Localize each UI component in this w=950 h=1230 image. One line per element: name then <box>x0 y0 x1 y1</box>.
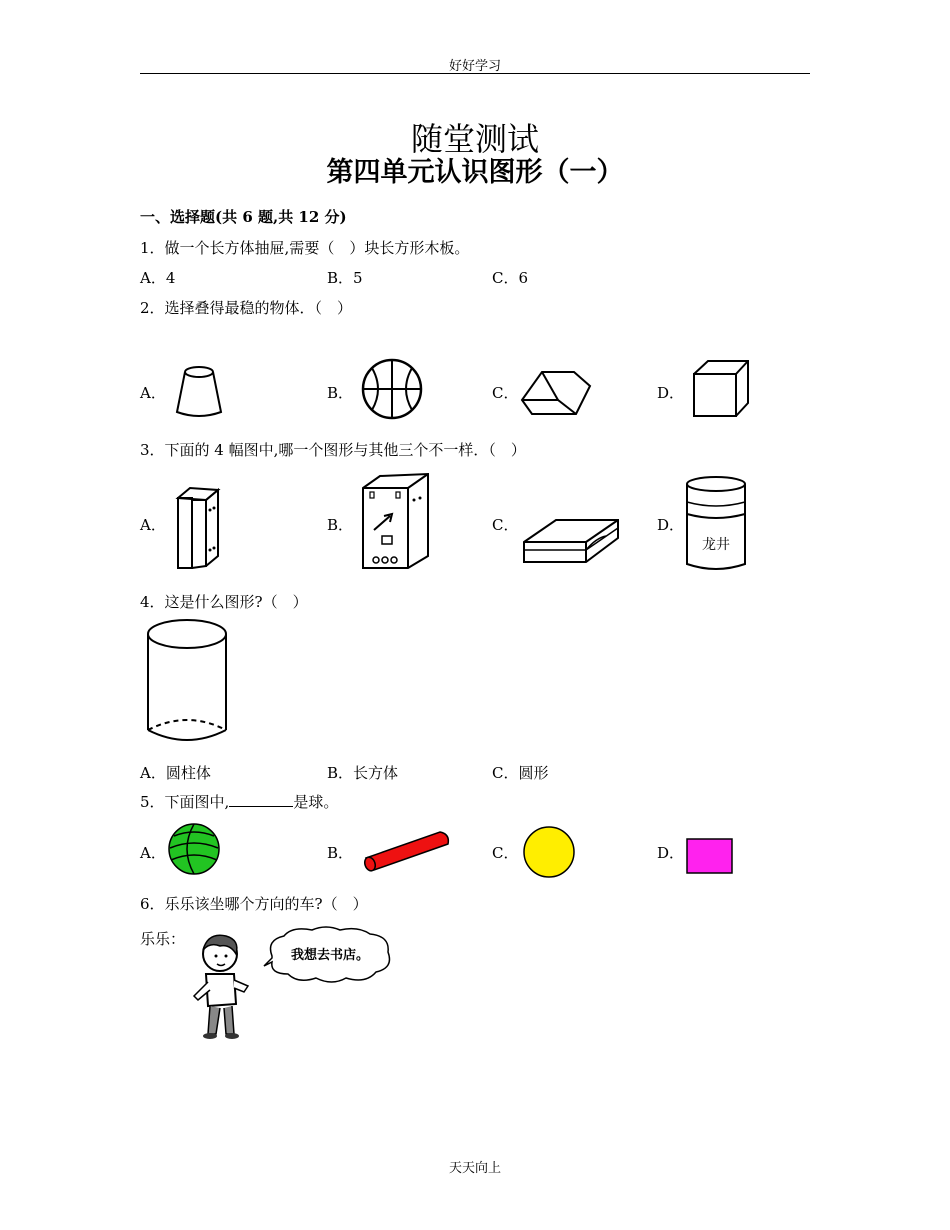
question-4: 4．这是什么图形?（ ） <box>140 593 308 611</box>
q4-option-a: A．圆柱体 <box>140 764 211 782</box>
flat-box-icon <box>520 514 622 572</box>
frustum-cup-icon <box>168 362 228 420</box>
tea-jar-label: 龙井 <box>702 537 730 553</box>
cube-icon <box>684 356 756 422</box>
q5-option-d: D． <box>657 844 685 862</box>
q3-option-d: D． <box>657 516 685 534</box>
magenta-rectangle-icon <box>686 838 734 876</box>
juice-box-icon <box>358 470 434 572</box>
q3-option-a: A． <box>140 516 166 534</box>
q1-option-b: B．5 <box>327 269 363 287</box>
tea-jar-icon <box>684 474 748 574</box>
q5-option-c: C． <box>492 844 519 862</box>
q1-option-c: C．6 <box>492 269 529 287</box>
q2-option-d: D． <box>657 384 685 402</box>
question-3: 3．下面的 4 幅图中,哪一个图形与其他三个不一样．（ ） <box>140 441 526 459</box>
q2-option-c: C． <box>492 384 519 402</box>
q1-option-a: A．4 <box>140 269 176 287</box>
q5-text-after: 是球。 <box>293 793 339 811</box>
cylinder-icon <box>146 618 232 748</box>
speech-bubble-text: 我想去书店。 <box>290 948 369 963</box>
page-footer: 天天向上 <box>448 1161 501 1176</box>
question-6: 6．乐乐该坐哪个方向的车?（ ） <box>140 895 368 913</box>
boy-illustration-icon <box>190 930 260 1042</box>
q4-option-b: B．长方体 <box>327 764 399 782</box>
q5-option-b: B． <box>327 844 354 862</box>
page-subtitle: 第四单元认识图形（一） <box>326 157 624 188</box>
section-heading: 一、选择题(共 6 题,共 12 分) <box>140 208 347 226</box>
q3-option-c: C． <box>492 516 519 534</box>
basketball-icon <box>358 356 426 422</box>
header-rule <box>140 73 810 74</box>
question-5 <box>140 791 338 812</box>
q3-option-b: B． <box>327 516 354 534</box>
q5-answer-blank <box>229 792 293 807</box>
q4-option-c: C．圆形 <box>492 764 549 782</box>
page-header: 好好学习 <box>448 59 501 74</box>
green-ball-icon <box>166 822 222 876</box>
page-title: 随堂测试 <box>410 120 539 158</box>
q5-text-before: 5．下面图中, <box>140 793 230 811</box>
q5-option-a: A． <box>140 844 166 862</box>
lele-name-label: 乐乐： <box>140 930 186 948</box>
trapezoid-prism-icon <box>518 364 594 420</box>
red-stick-icon <box>358 828 454 874</box>
yellow-circle-icon <box>522 824 576 880</box>
question-2: 2．选择叠得最稳的物体．（ ） <box>140 299 353 317</box>
question-1: 1．做一个长方体抽屉,需要（ ）块长方形木板。 <box>140 239 470 257</box>
q2-option-b: B． <box>327 384 354 402</box>
q2-option-a: A． <box>140 384 166 402</box>
book-icon <box>170 484 226 572</box>
